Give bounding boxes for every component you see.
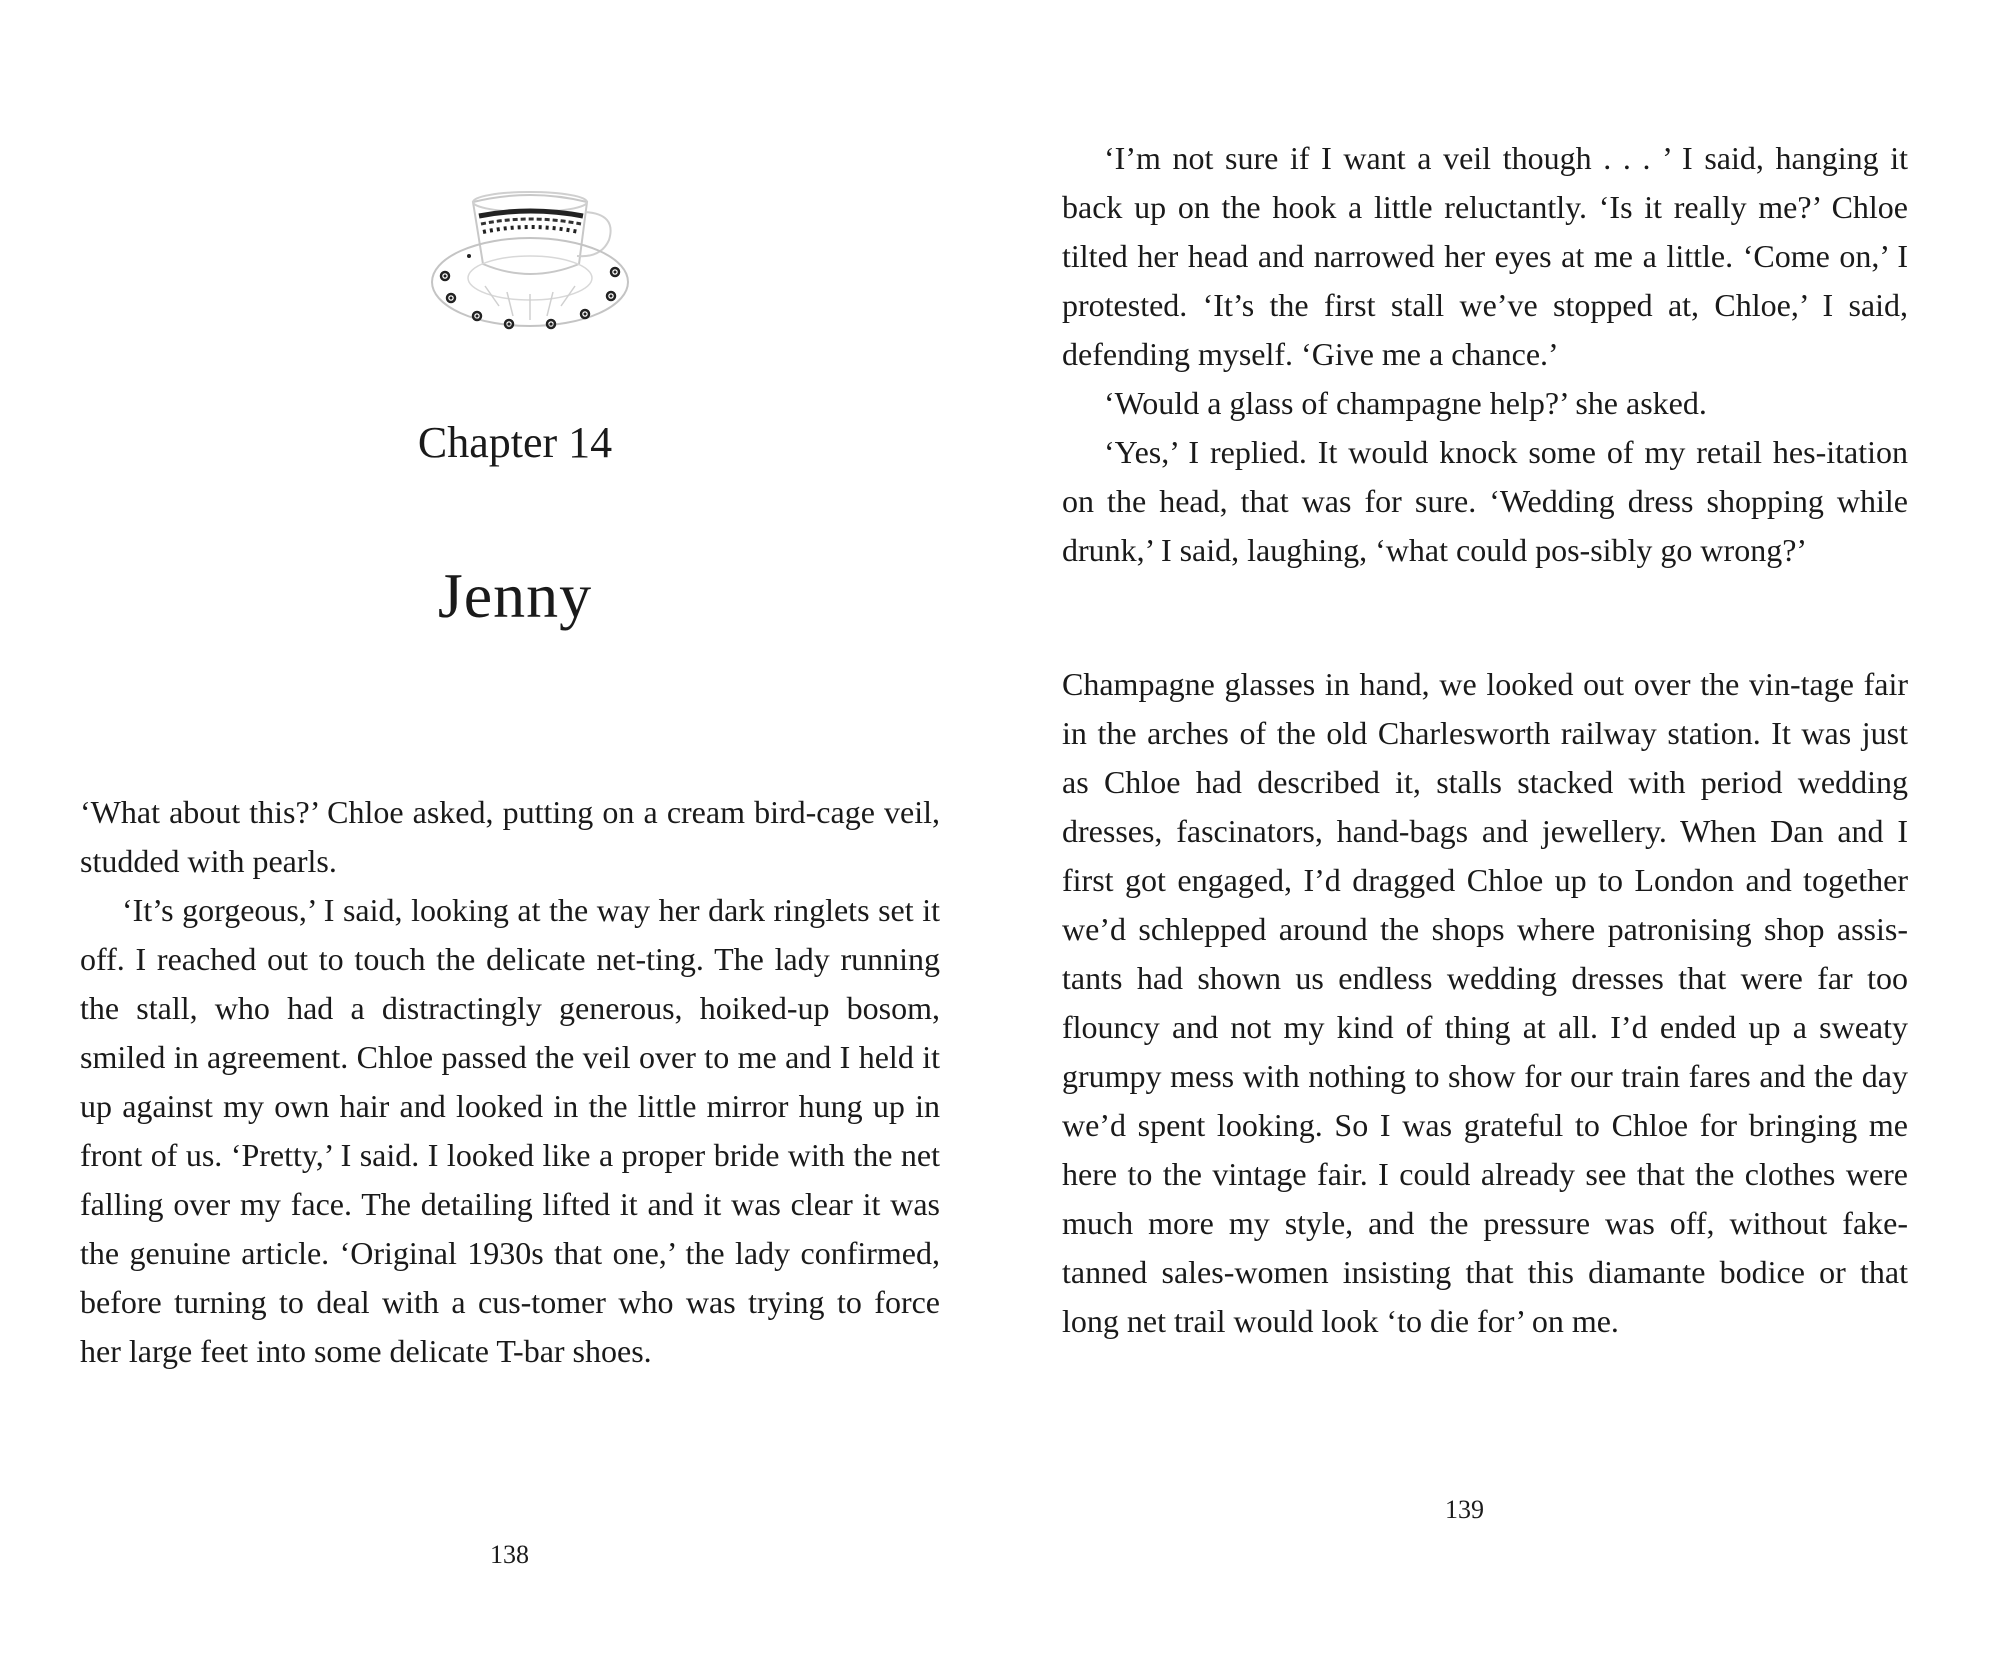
left-page — [0, 0, 990, 1658]
page-number: 139 — [1445, 1495, 1484, 1524]
paragraph: Champagne glasses in hand, we looked out over the vin-tage fair in the arches of the old Charlesworth railway station. It was just as Chloe had described it, stalls stacked with period wedding dresses, fascinators, hand-bags and jewellery. When Dan and I first got engaged, I’d dragged Chloe up to London and together we’d schlepped around the shops where patronising shop assis-tants had shown us endless wedding dresses that were far too flouncy and not my kind of thing at all. I’d ended up a sweaty grumpy mess with nothing to show for our train fares and the day we’d spent looking. So I was grateful to Chloe for bringing me here to the vintage fair. I could already see that the clothes were much more my style, and the pressure was off, without fake-tanned sales-women insisting that this diamante bodice or that long net trail would look ‘to die for’ on me. — [1062, 666, 1908, 1339]
left-page-body — [80, 788, 940, 1376]
paragraph: ‘What about this?’ Chloe asked, putting on a cream bird-cage veil, studded with pearls. — [80, 794, 940, 879]
paragraph: ‘It’s gorgeous,’ I said, looking at the way her dark ringlets set it off. I reached out to touch the delicate net-ting. The lady running the stall, who had a distractingly generous, hoiked-up bosom, smiled in agreement. Chloe passed the veil over to me and I held it up against my own hair and looked in the little mirror hung up in front of us. ‘Pretty,’ I said. I looked like a proper bride with the net falling over my face. The detailing lifted it and it was clear it was the genuine article. ‘Original 1930s that one,’ the lady confirmed, before turning to deal with a cus-tomer who was trying to force her large feet into some delicate T-bar shoes. — [80, 892, 940, 1369]
chapter-title: Jenny — [437, 560, 593, 631]
chapter-number: Chapter 14 — [417, 418, 613, 467]
paragraph: ‘I’m not sure if I want a veil though . . . ’ I said, hanging it back up on the hook a little reluctantly. ‘Is it really me?’ Chloe tilted her head and narrowed her eyes at me a little. ‘Come on,’ I protested. ‘It’s the first stall we’ve stopped at, Chloe,’ I said, defending myself. ‘Give me a chance.’ — [1062, 140, 1908, 372]
page-number: 138 — [490, 1540, 529, 1569]
right-page-section-2 — [1062, 660, 1908, 1346]
paragraph: ‘Yes,’ I replied. It would knock some of my retail hes-itation on the head, that was for sure. ‘Wedding dress shopping while drunk,’ I said, laughing, ‘what could pos-sibly go wrong?’ — [1062, 434, 1908, 568]
teacup-illustration — [425, 160, 635, 360]
right-page-section-1 — [1062, 134, 1908, 575]
paragraph: ‘Would a glass of champagne help?’ she asked. — [1104, 385, 1707, 421]
